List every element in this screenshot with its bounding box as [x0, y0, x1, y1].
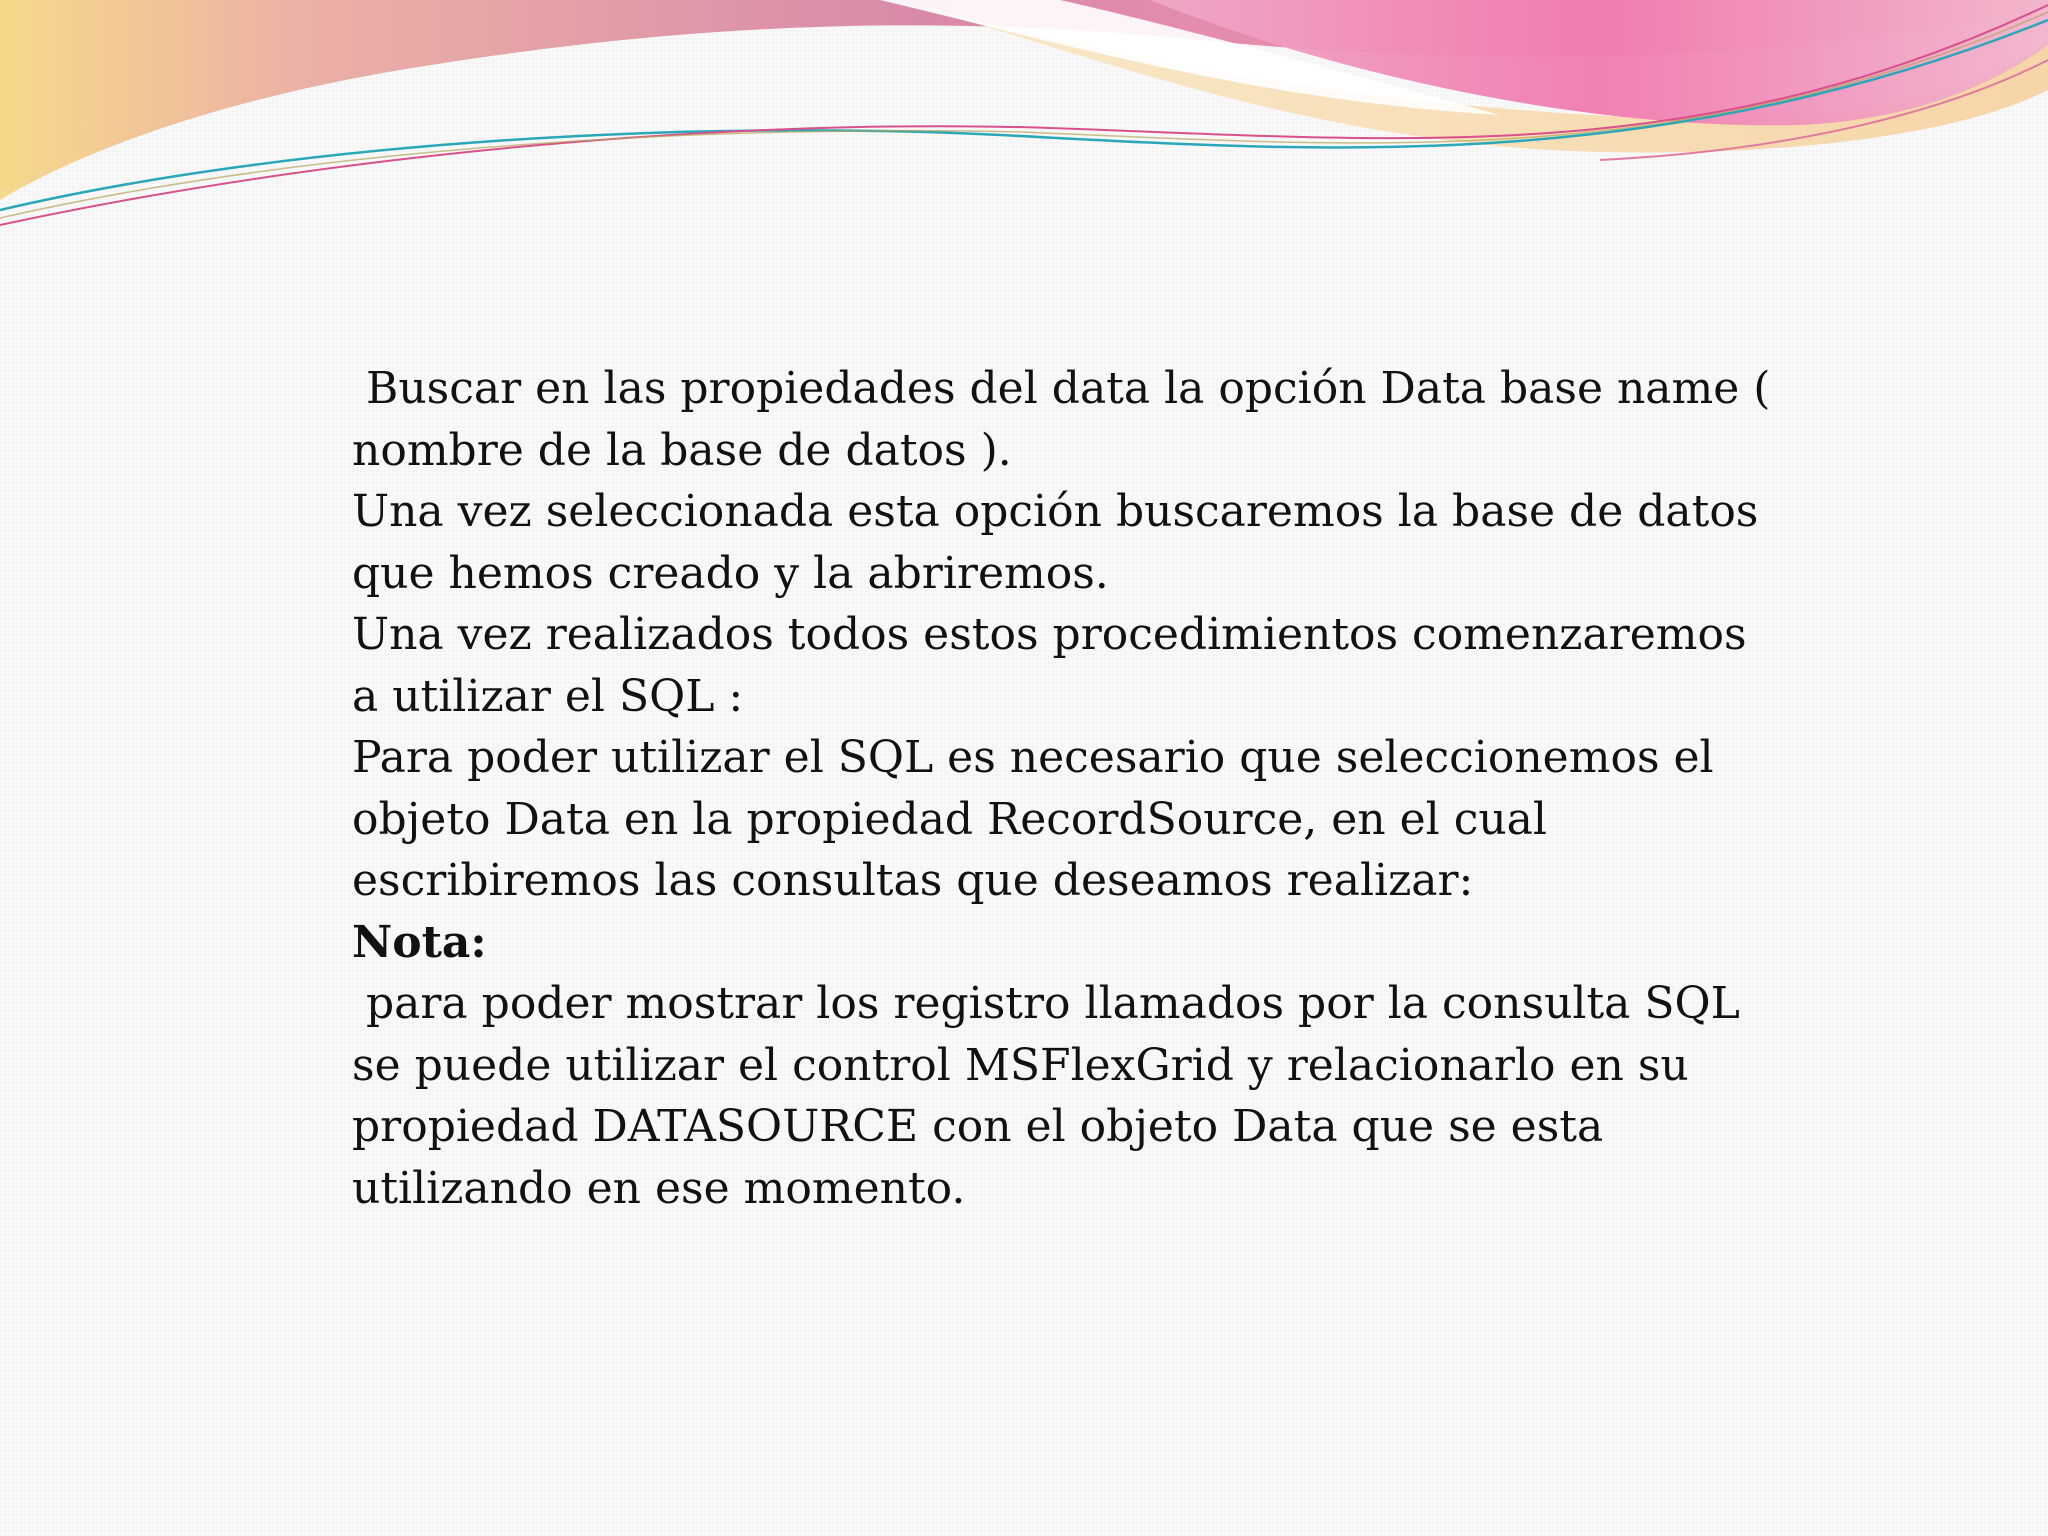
decorative-wave-banner — [0, 0, 2048, 240]
paragraph-2: Una vez seleccionada esta opción buscaremos la base de datos que hemos creado y la abriremos. — [352, 486, 1773, 599]
note-heading: Nota: — [352, 916, 487, 968]
note-text: para poder mostrar los registro llamados por la consulta SQL se puede utilizar el control MSFlexGrid y relacionarlo en su propiedad DATASOURCE con el objeto Data que se esta utilizando en ese momento. — [352, 978, 1754, 1214]
paragraph-4: Para poder utilizar el SQL es necesario que seleccionemos el objeto Data en la propiedad RecordSource, en el cual escribiremos las consultas que deseamos realizar: — [352, 732, 1728, 906]
paragraph-3: Una vez realizados todos estos procedimientos comenzaremos a utilizar el SQL : — [352, 609, 1761, 722]
paragraph-1: Buscar en las propiedades del data la opción Data base name ( nombre de la base de datos ). — [352, 363, 1785, 476]
body-text — [352, 358, 1785, 1219]
